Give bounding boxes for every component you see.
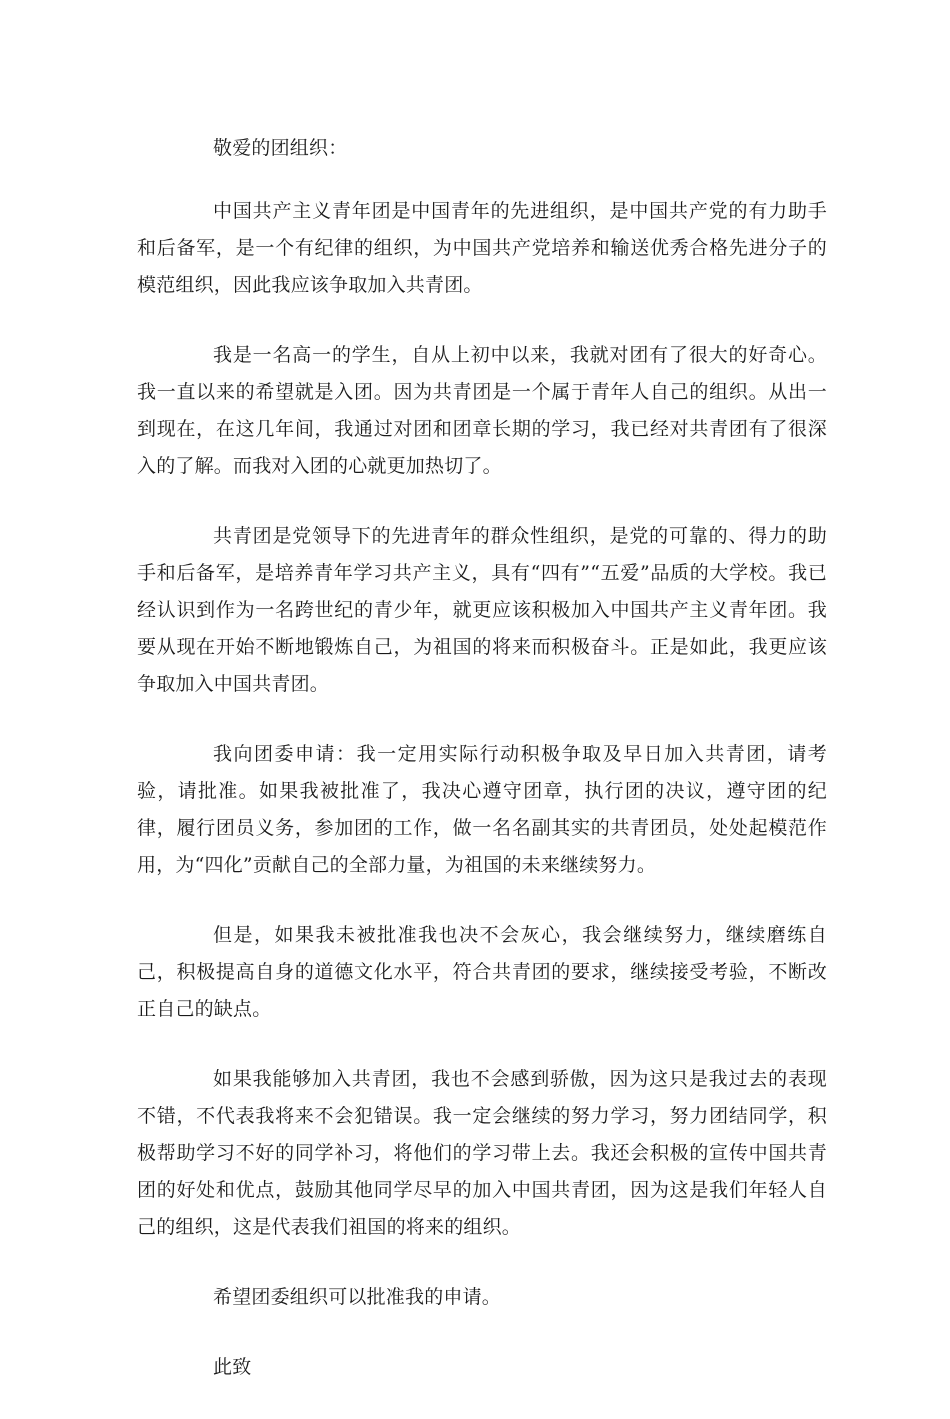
paragraph-7: 希望团委组织可以批准我的申请。 [213, 1286, 502, 1308]
paragraph-5: 但是，如果我未被批准我也决不会灰心，我会继续努力，继续磨练自己，积极提高自身的道德文化水平，符合共青团的要求，继续接受考验，不断改正自己的缺点。 [137, 924, 827, 1020]
paragraph-6: 如果我能够加入共青团，我也不会感到骄傲，因为这只是我过去的表现不错，不代表我将来不会犯错误。我一定会继续的努力学习，努力团结同学，积极帮助学习不好的同学补习，将他们的学习带上去。我还会积极的宣传中国共青团的好处和优点，鼓励其他同学尽早的加入中国共青团，因为这是我们年轻人自己的组织，这是代表我们祖国的将来的组织。 [137, 1068, 827, 1238]
paragraph-2: 我是一名高一的学生，自从上初中以来，我就对团有了很大的好奇心。我一直以来的希望就是入团。因为共青团是一个属于青年人自己的组织。从出一到现在，在这几年间，我通过对团和团章长期的学习，我已经对共青团有了很深入的了解。而我对入团的心就更加热切了。 [137, 344, 827, 477]
closing: 此致 [213, 1356, 252, 1378]
salutation: 敬爱的团组织： [213, 137, 348, 159]
paragraph-3: 共青团是党领导下的先进青年的群众性组织，是党的可靠的、得力的助手和后备军，是培养青年学习共产主义，具有“四有”“五爱”品质的大学校。我已经认识到作为一名跨世纪的青少年，就更应该积极加入中国共产主义青年团。我要从现在开始不断地锻炼自己，为祖国的将来而积极奋斗。正是如此，我更应该争取加入中国共青团。 [137, 525, 827, 695]
letter-body [137, 130, 827, 1419]
paragraph-4: 我向团委申请：我一定用实际行动积极争取及早日加入共青团，请考验，请批准。如果我被批准了，我决心遵守团章，执行团的决议，遵守团的纪律，履行团员义务，参加团的工作，做一名名副其实的共青团员，处处起模范作用，为“四化”贡献自己的全部力量，为祖国的未来继续努力。 [137, 743, 827, 876]
paragraph-1: 中国共产主义青年团是中国青年的先进组织，是中国共产党的有力助手和后备军，是一个有纪律的组织，为中国共产党培养和输送优秀合格先进分子的模范组织，因此我应该争取加入共青团。 [137, 200, 827, 296]
